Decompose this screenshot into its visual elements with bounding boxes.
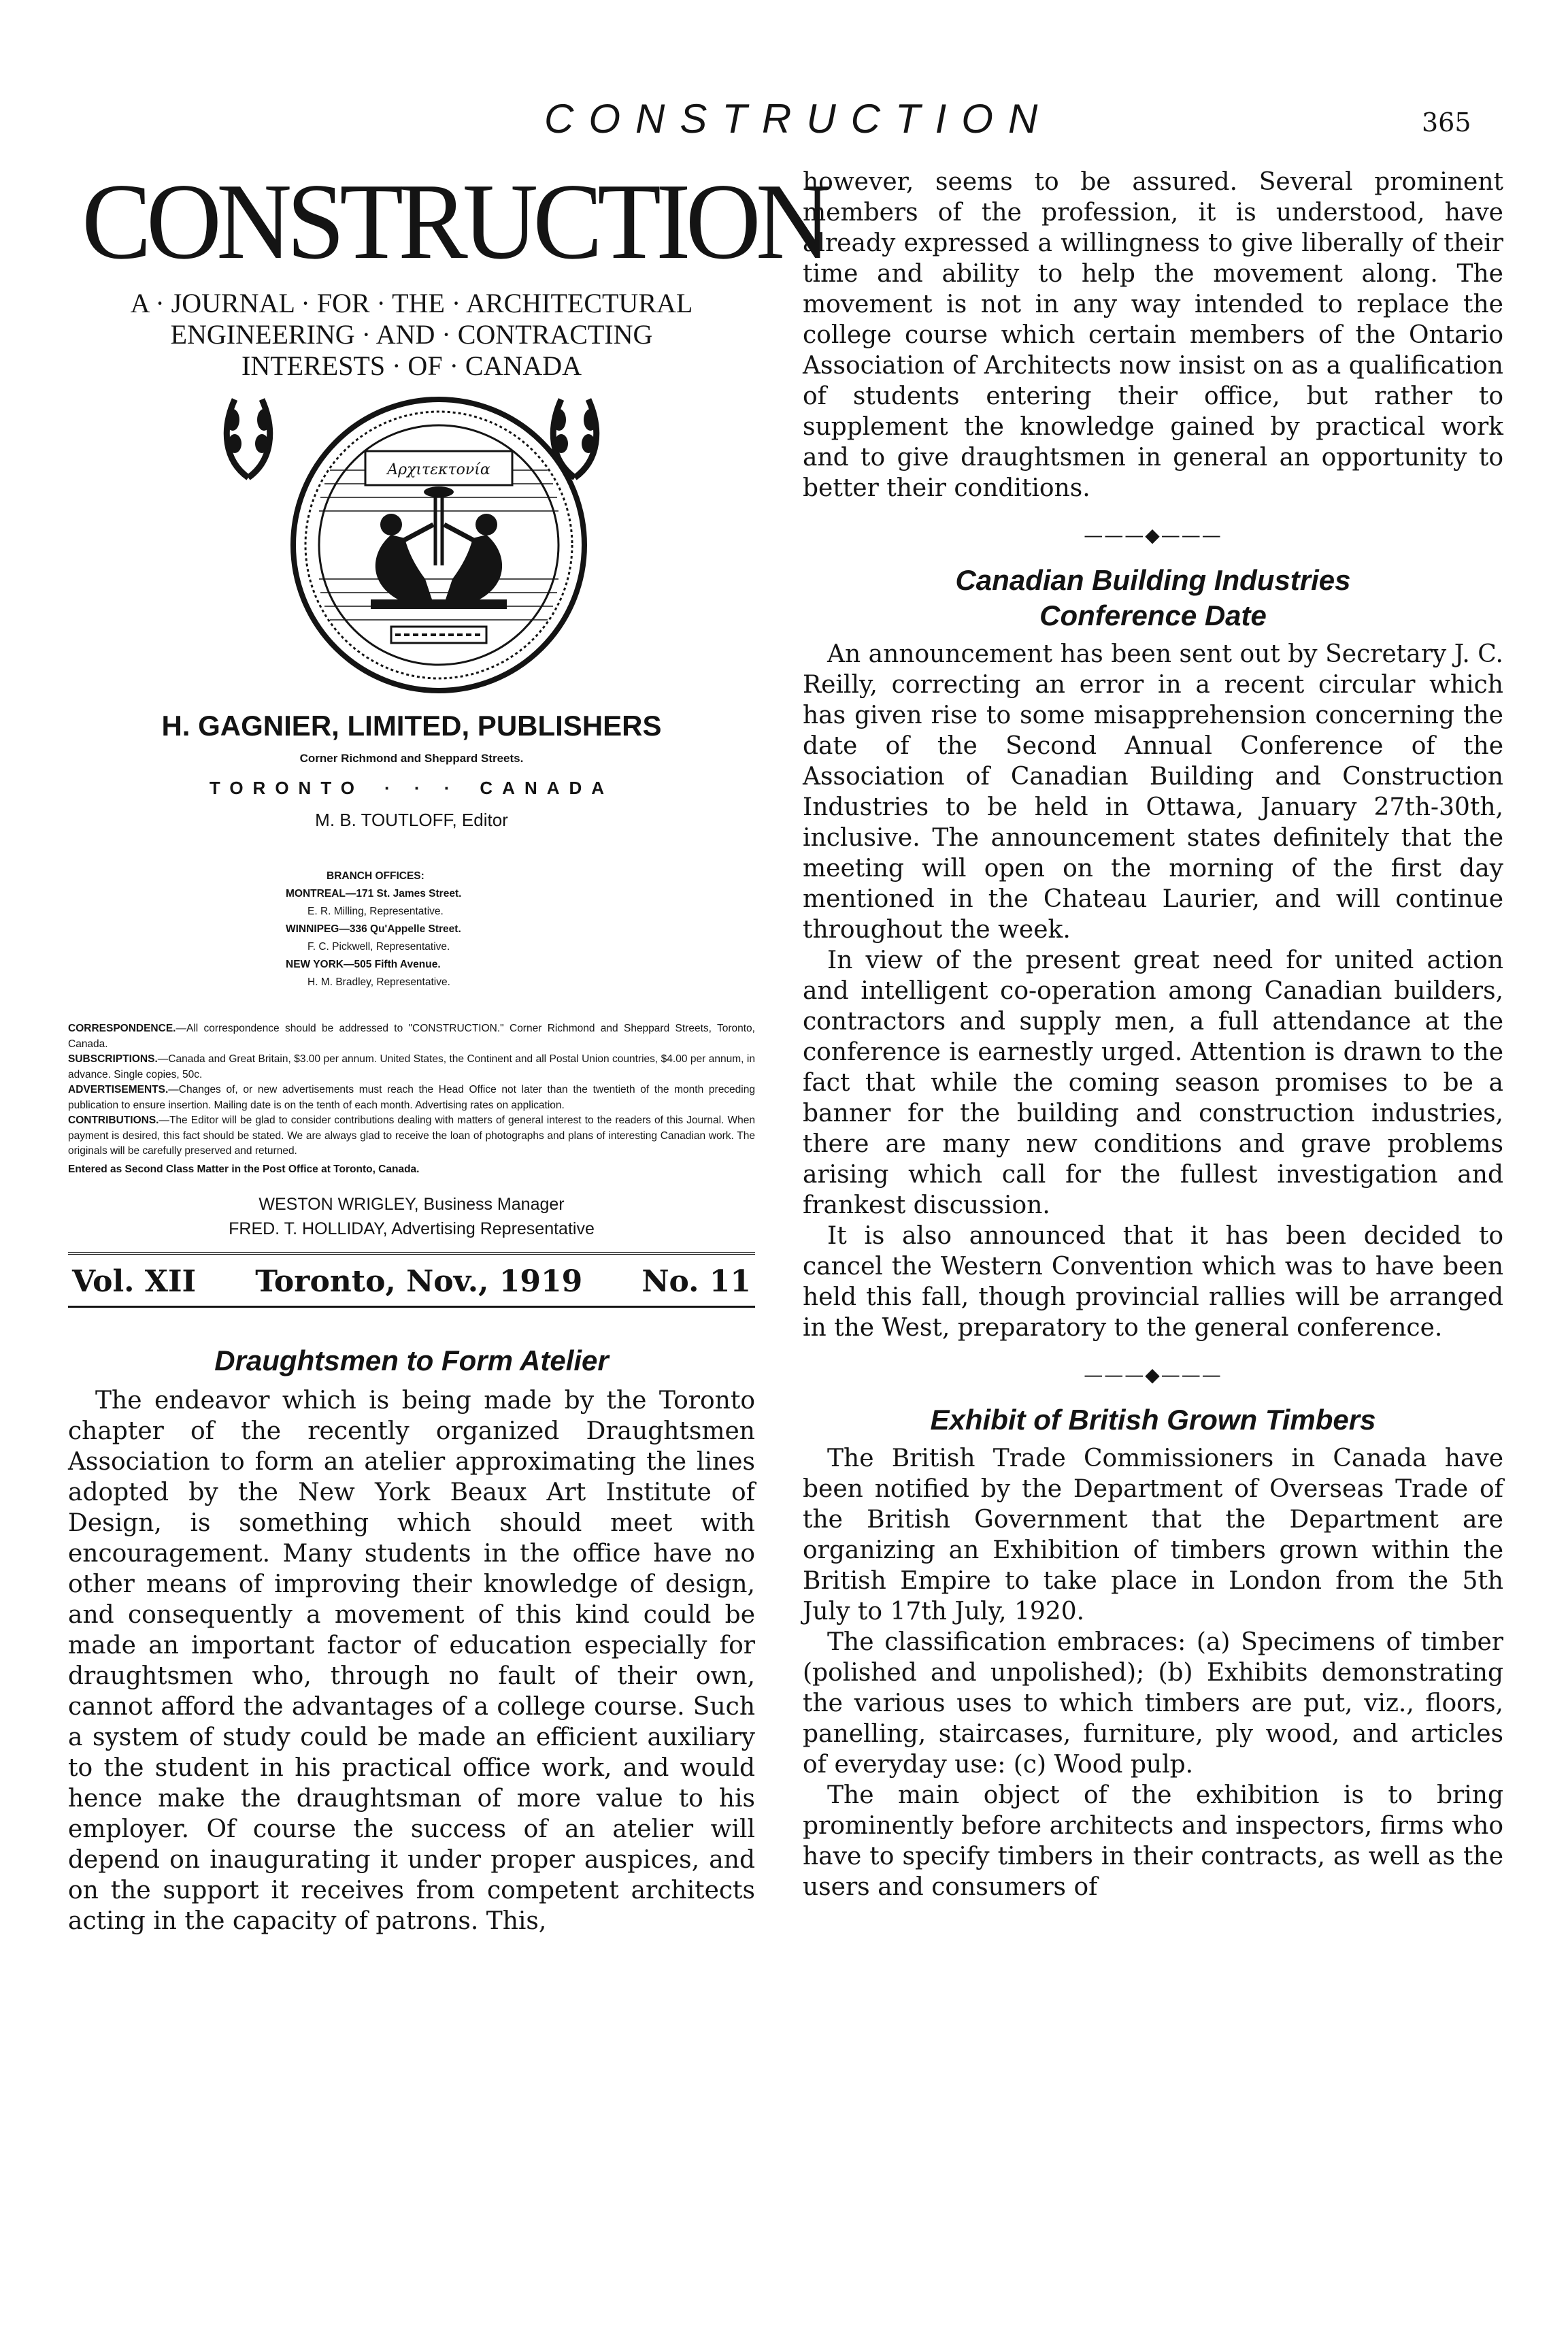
masthead-title: CONSTRUCTION [82, 161, 827, 282]
masthead-emblem [68, 389, 755, 695]
article-paragraph: In view of the present great need for united action and intelligent co-operation among Canadian builders, contractors and supply men, a full attendance at the conference is earnestly urged. Attention is drawn to the fact that while the coming season promises to be a banner for the building and construction industries, there are many new conditions and grave problems arising which call for the fullest investigation and frankest discussion. [803, 946, 1503, 1219]
issue-volume: Vol. XII [72, 1264, 197, 1299]
issue-place-date: Toronto, Nov., 1919 [255, 1264, 583, 1299]
notice-contributions [68, 1113, 755, 1159]
city-name: TORONTO [209, 778, 364, 798]
article-title: Exhibit of British Grown Timbers [930, 1404, 1376, 1436]
article-paragraph: The main object of the exhibition is to bring prominently before architects and inspectors, firms who have to specify timbers in their contracts, as well as the users and consumers of [803, 1781, 1503, 1901]
architecture-seal [289, 395, 588, 695]
article-body [68, 1385, 755, 1936]
branch-office-rep: H. M. Bradley, Representative. [307, 976, 450, 988]
publisher-address: Corner Richmond and Sheppard Streets. [299, 752, 524, 765]
notice-subscriptions [68, 1052, 755, 1083]
wreath-icon [218, 393, 279, 481]
running-head: CONSTRUCTION [544, 96, 1053, 142]
tagline-line: INTERESTS · OF · CANADA [241, 350, 582, 381]
notice-text: —Canada and Great Britain, $3.00 per annum. United States, the Continent and all Postal Union countries, $4.00 per annum, in advance. Single copies, 50c. [68, 1053, 755, 1080]
issue-number: No. 11 [641, 1264, 751, 1299]
right-column [803, 167, 1503, 1902]
article-paragraph: It is also announced that it has been decided to cancel the Western Convention which was to have been held this fall, though provincial rallies will be arranged in the West, preparatory to the general conference. [803, 1222, 1503, 1342]
publication-notices [68, 1021, 755, 1177]
branch-office-city: MONTREAL—171 St. James Street. [286, 888, 462, 899]
masthead-tagline [68, 288, 755, 382]
branch-office-city: NEW YORK—505 Fifth Avenue. [286, 959, 441, 970]
editor-line: M. B. TOUTLOFF, Editor [315, 810, 508, 830]
advertising-representative: FRED. T. HOLLIDAY, Advertising Representative [229, 1219, 595, 1238]
branch-office-rep: F. C. Pickwell, Representative. [307, 941, 450, 953]
branch-office-rep: E. R. Milling, Representative. [307, 906, 444, 917]
notice-text: —All correspondence should be addressed to "CONSTRUCTION." Corner Richmond and Sheppard Streets, Toronto, Canada. [68, 1023, 755, 1050]
notice-text: —Changes of, or new advertisements must reach the Head Office not later than the twentieth of the month preceding publication to ensure insertion. Mailing date is on the tenth of each month. Advertising rates on application. [68, 1084, 755, 1111]
notice-label: CONTRIBUTIONS. [68, 1115, 159, 1126]
article-title: Draughtsmen to Form Atelier [214, 1344, 609, 1376]
notice-correspondence [68, 1021, 755, 1052]
article-paragraph: however, seems to be assured. Several prominent members of the profession, it is understood, have already expressed a willingness to give liberally of their time and ability to help the movement along. The movement is not in any way intended to replace the college course which certain members of the Ontario Association of Architects now insist on as a qualification of students entering their office, but rather to supplement the knowledge gained by practical work and to give draughtsmen in general an opportunity to better their conditions. [803, 168, 1503, 502]
notice-label: ADVERTISEMENTS. [68, 1084, 169, 1095]
publisher-city [68, 778, 755, 799]
section-divider: ———◆——— [1084, 1364, 1222, 1386]
section-divider: ———◆——— [1084, 524, 1222, 546]
issue-banner [68, 1252, 755, 1308]
notice-advertisements [68, 1083, 755, 1113]
tagline-line: A · JOURNAL · FOR · THE · ARCHITECTURAL [130, 288, 693, 318]
page-number: 365 [1422, 108, 1471, 137]
article-paragraph: The British Trade Commissioners in Canada have been notified by the Department of Overseas Trade of the British Government that the Department are organizing an Exhibition of timbers grown within the British Empire to take place in London from the 5th July to 17th July, 1920. [803, 1445, 1503, 1625]
notice-label: SUBSCRIPTIONS. [68, 1053, 158, 1065]
tagline-line: ENGINEERING · AND · CONTRACTING [170, 319, 653, 350]
notice-label: CORRESPONDENCE. [68, 1023, 176, 1034]
branch-offices-heading: BRANCH OFFICES: [327, 870, 424, 882]
article-title-line: Canadian Building Industries [955, 564, 1351, 596]
article-paragraph: The endeavor which is being made by the Toronto chapter of the recently organized Draughtsmen Association to form an atelier approximating the lines adopted by the New York Beaux Art Institute of Design, is something which should meet with encouragement. Many students in the office have no other means of improving their knowledge of design, and consequently a movement of this kind could be made an important factor of education especially for draughtsmen who, through no fault of their own, cannot afford the advantages of a college course. Such a system of study could be made an efficient auxiliary to the student in his practical office work, and would hence make the draughtsman of more value to his employer. Of course the success of an atelier will depend on inaugurating it under proper auspices, and on the support it receives from competent architects acting in the capacity of patrons. This, [68, 1387, 755, 1935]
article-paragraph: The classification embraces: (a) Specimens of timber (polished and unpolished); (b) Exhibits demonstrating the various uses to which timbers are put, viz., floors, panelling, staircases, furniture, ply wood, and articles of everyday use: (c) Wood pulp. [803, 1628, 1503, 1779]
publisher-name: H. GAGNIER, LIMITED, PUBLISHERS [161, 710, 662, 742]
article-title-line: Conference Date [1039, 599, 1267, 631]
country-name: CANADA [480, 778, 614, 798]
article-paragraph: An announcement has been sent out by Secretary J. C. Reilly, correcting an error in a recent circular which has given rise to some misapprehension concerning the date of the Second Annual Conference of the Association of Canadian Building and Construction Industries to be held in Ottawa, January 27th-30th, inclusive. The announcement states definitely that the meeting will open on the morning of the first day mentioned in the Chateau Laurier, and will continue throughout the week. [803, 640, 1503, 944]
staff-list [68, 1192, 755, 1241]
article-title [803, 563, 1503, 633]
city-separator: · · · [384, 778, 460, 798]
seal-inscription: Αρχιτεκτονία [387, 461, 490, 478]
branch-offices [286, 868, 755, 991]
left-column [68, 161, 827, 1936]
notice-text: —The Editor will be glad to consider contributions dealing with matters of general interest to the readers of this Journal. When payment is desired, this fact should be stated. We are always glad to receive the loan of photographs and plans of interesting Canadian work. The originals will be carefully preserved and returned. [68, 1115, 755, 1157]
business-manager: WESTON WRIGLEY, Business Manager [258, 1195, 565, 1214]
branch-office-city: WINNIPEG—336 Qu'Appelle Street. [286, 923, 461, 935]
postal-entry-notice: Entered as Second Class Matter in the Post Office at Toronto, Canada. [68, 1163, 420, 1175]
